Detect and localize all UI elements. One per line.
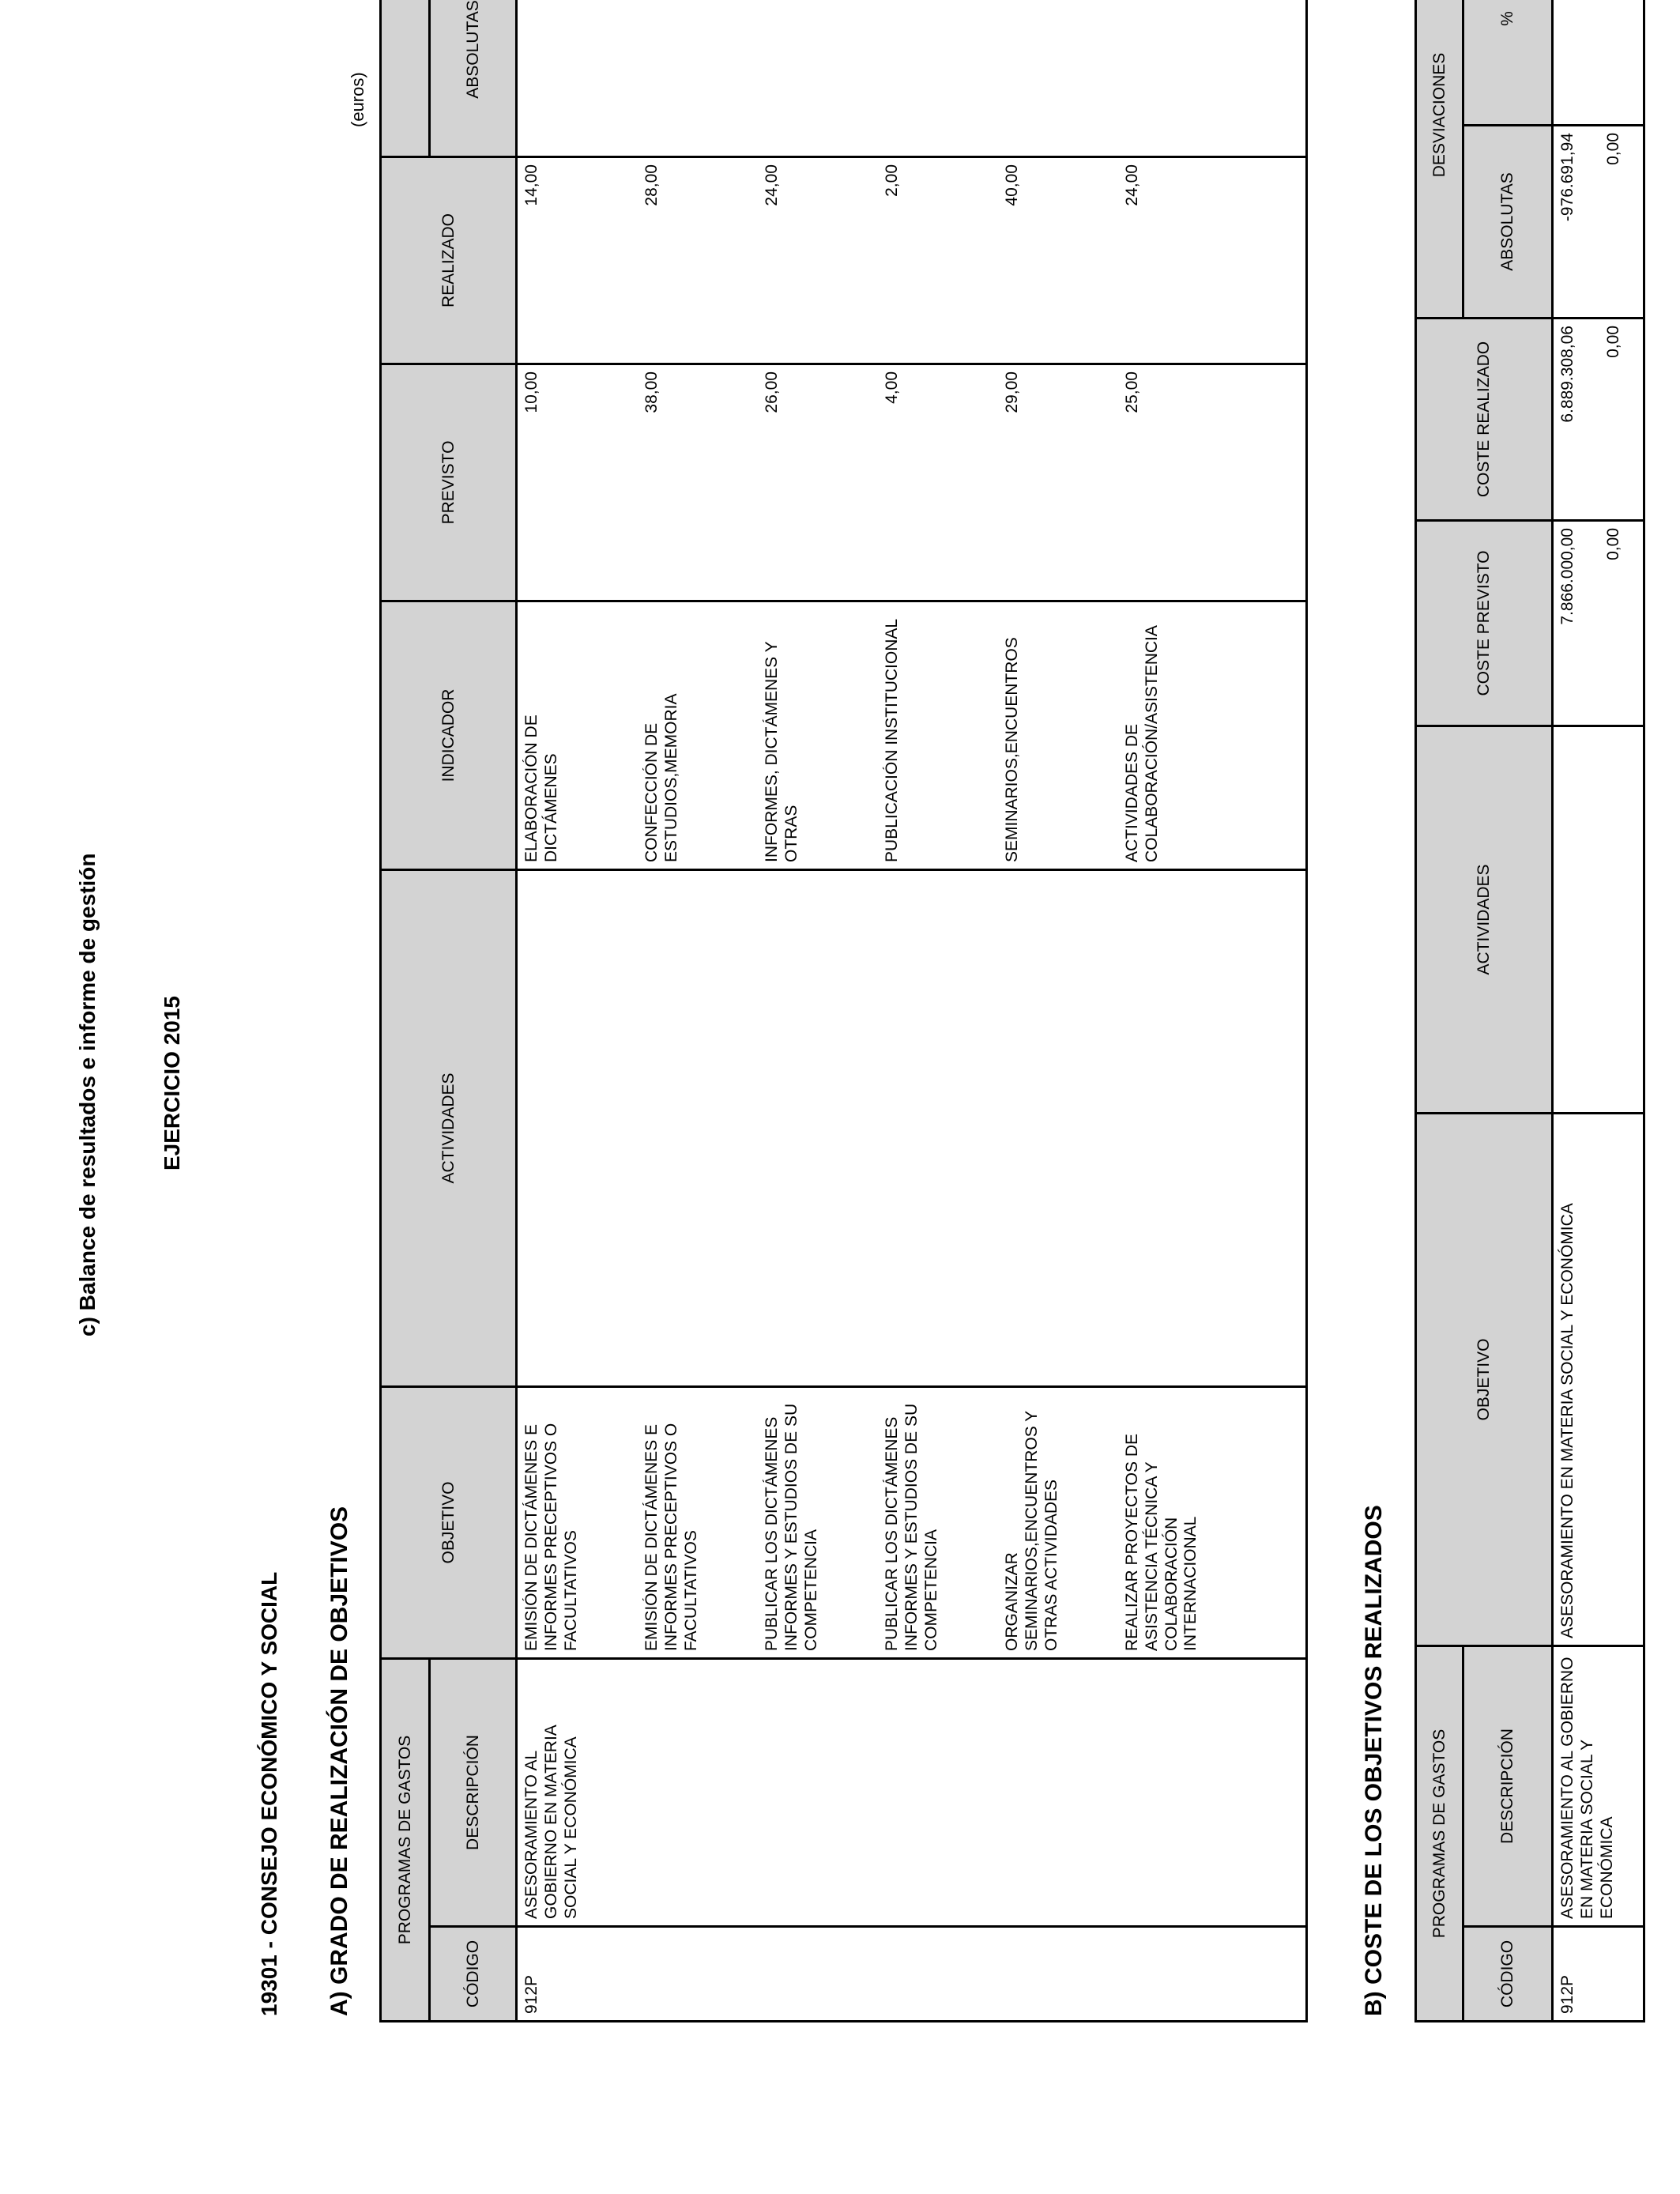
header-codigo: CÓDIGO (430, 1927, 517, 2022)
coste-porcentaje-value (1558, 0, 1604, 118)
exercise-title: EJERCICIO 2015 (160, 996, 184, 1171)
header-absolutas: ABSOLUTAS (430, 0, 517, 157)
absolutas-column (517, 0, 1307, 157)
realizado-cell: 14,00 (522, 164, 541, 206)
coste-previsto-total: 0,00 (1604, 528, 1622, 560)
coste-realizado-total: 0,00 (1604, 326, 1622, 358)
previsto-cell: 38,00 (642, 371, 661, 413)
header-codigo: CÓDIGO (1463, 1927, 1553, 2022)
costs-table (1414, 0, 1645, 2022)
indicador-cell: INFORMES, DICTÁMENES Y OTRAS (763, 641, 800, 862)
indicador-column (517, 601, 1307, 870)
coste-absolutas-total: 0,00 (1604, 133, 1622, 165)
header-objetivo: OBJETIVO (1416, 1114, 1553, 1646)
coste-absolutas-value: -976.691,94 (1558, 133, 1576, 222)
previsto-cell: 29,00 (1003, 371, 1021, 413)
cost-porcentaje-column (1553, 0, 1644, 126)
coste-previsto-value: 7.866.000,00 (1558, 528, 1576, 625)
header-absolutas: ABSOLUTAS (1463, 126, 1553, 319)
realizado-cell: 40,00 (1003, 164, 1021, 206)
header-actividades: ACTIVIDADES (1416, 726, 1553, 1114)
header-coste-realizado: COSTE REALIZADO (1416, 319, 1553, 521)
objectives-table (379, 0, 1308, 2022)
objetivo-cell: ORGANIZAR SEMINARIOS,ENCUENTROS Y OTRAS ACTIVIDADES (1003, 1411, 1060, 1651)
cost-absolutas-column (1553, 126, 1644, 319)
cost-program-description: ASESORAMIENTO AL GOBIERNO EN MATERIA SOCIAL Y ECONÓMICA (1553, 1646, 1644, 1927)
header-descripcion: DESCRIPCIÓN (430, 1659, 517, 1927)
header-previsto: PREVISTO (381, 364, 517, 601)
entity-title: 19301 - CONSEJO ECONÓMICO Y SOCIAL (257, 1571, 281, 2016)
header-programas: PROGRAMAS DE GASTOS (381, 1659, 430, 2022)
realizado-cell: 28,00 (642, 164, 661, 206)
previsto-column (517, 364, 1307, 601)
program-description: ASESORAMIENTO AL GOBIERNO EN MATERIA SOCIAL Y ECONÓMICA (517, 1659, 1307, 1927)
previsto-cell: 10,00 (522, 371, 541, 413)
cost-previsto-column (1553, 521, 1644, 726)
header-coste-previsto: COSTE PREVISTO (1416, 521, 1553, 726)
absolutas-cell (522, 0, 642, 149)
objetivo-cell: PUBLICAR LOS DICTÁMENES INFORMES Y ESTUDIOS DE SU COMPETENCIA (763, 1403, 820, 1651)
header-realizado: REALIZADO (381, 157, 517, 364)
header-descripcion: DESCRIPCIÓN (1463, 1646, 1553, 1927)
indicador-cell: CONFECCIÓN DE ESTUDIOS,MEMORIA (642, 693, 680, 862)
report-title: c) Balance de resultados e informe de gestión (75, 853, 100, 1336)
header-porcentaje: % (1463, 0, 1553, 126)
realizado-cell: 2,00 (883, 164, 901, 197)
header-desviaciones: DESVIACIONES (1416, 0, 1463, 319)
objetivo-cell: REALIZAR PROYECTOS DE ASISTENCIA TÉCNICA Y COLABORACIÓN INTERNACIONAL (1123, 1433, 1200, 1651)
coste-realizado-value: 6.889.308,06 (1558, 326, 1576, 423)
header-indicador: INDICADOR (381, 601, 517, 870)
absolutas-cell (642, 0, 763, 149)
objetivo-cell: PUBLICAR LOS DICTÁMENES INFORMES Y ESTUDIOS DE SU COMPETENCIA (883, 1403, 940, 1651)
objetivo-cell: EMISIÓN DE DICTÁMENES E INFORMES PRECEPTIVOS O FACULTATIVOS (522, 1423, 580, 1651)
previsto-cell: 25,00 (1123, 371, 1141, 413)
absolutas-cell (1003, 0, 1123, 149)
absolutas-cell (763, 0, 883, 149)
previsto-cell: 26,00 (763, 371, 781, 413)
realizado-column (517, 157, 1307, 364)
indicador-cell: ACTIVIDADES DE COLABORACIÓN/ASISTENCIA (1123, 625, 1161, 862)
cost-actividades (1553, 726, 1644, 1114)
header-programas: PROGRAMAS DE GASTOS (1416, 1646, 1463, 2022)
indicador-cell: PUBLICACIÓN INSTITUCIONAL (883, 618, 901, 862)
units-label: (euros) (348, 72, 367, 127)
realizado-cell: 24,00 (1123, 164, 1141, 206)
indicador-cell: SEMINARIOS,ENCUENTROS (1003, 637, 1021, 862)
cost-realizado-column (1553, 319, 1644, 521)
absolutas-cell (883, 0, 1003, 149)
header-desviaciones (381, 0, 430, 157)
previsto-cell: 4,00 (883, 371, 901, 404)
absolutas-cell (1123, 0, 1218, 149)
actividades-column (517, 870, 1307, 1387)
objetivo-cell: EMISIÓN DE DICTÁMENES E INFORMES PRECEPTIVOS O FACULTATIVOS (642, 1423, 700, 1651)
realizado-cell: 24,00 (763, 164, 781, 206)
cost-objetivo: ASESORAMIENTO EN MATERIA SOCIAL Y ECONÓMICA (1553, 1114, 1644, 1646)
coste-porcentaje-total (1604, 0, 1624, 118)
cost-program-code: 912P (1553, 1927, 1644, 2022)
section-b-title: B) COSTE DE LOS OBJETIVOS REALIZADOS (1361, 1505, 1387, 2016)
header-objetivo: OBJETIVO (381, 1387, 517, 1659)
header-actividades: ACTIVIDADES (381, 870, 517, 1387)
indicador-cell: ELABORACIÓN DE DICTÁMENES (522, 714, 560, 862)
objetivo-column (517, 1387, 1307, 1659)
program-code: 912P (517, 1927, 1307, 2022)
section-a-title: A) GRADO DE REALIZACIÓN DE OBJETIVOS (326, 1506, 352, 2016)
